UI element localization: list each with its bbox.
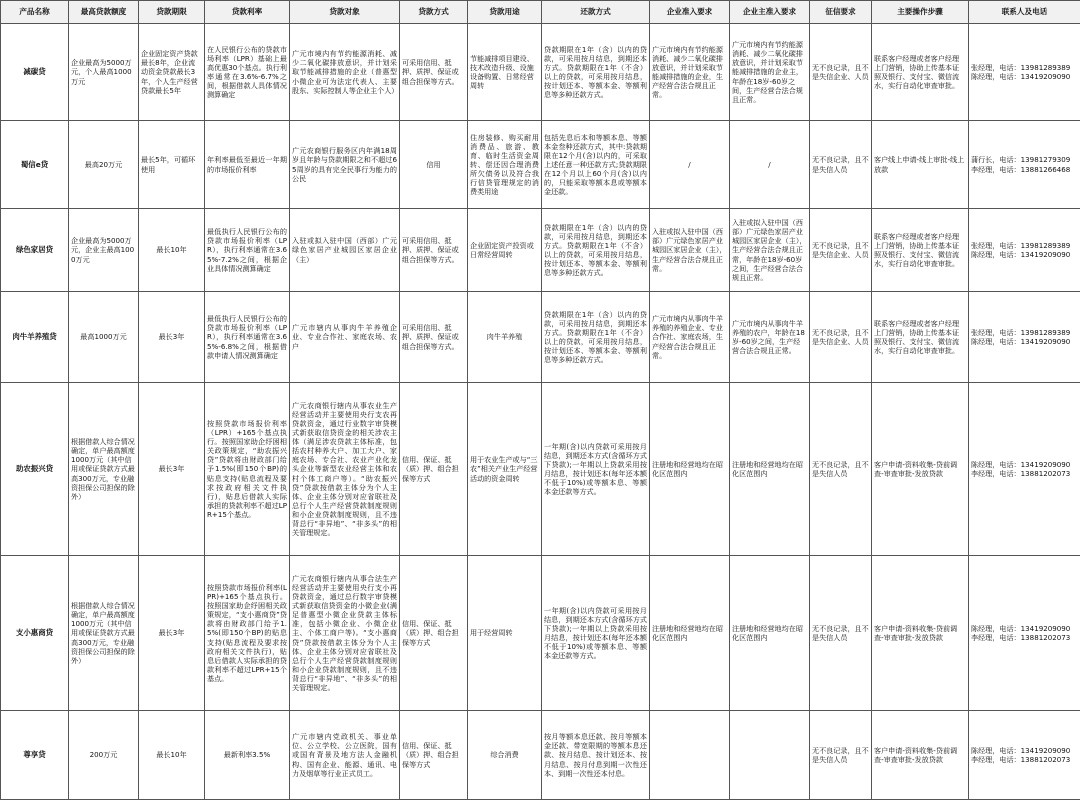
credit-requirement: 无不良记录，且不是失信人员 [810,121,872,209]
owner-requirement: 入驻或拟入驻中国（西部）广元绿色家居产业城园区家居企业（主），生产经营合法合规且正常，年龄在18岁-60岁之间，生产经营合法合规且正常。 [730,209,810,292]
repayment-method: 一年期(含)以内贷款可采用按月结息，到期还本方式(含循环方式下贷款);一年期以上贷款采用按月结息，按计划还本(每年还本额不低于10%)或等额本息、等额本金还款等方式。 [542,383,650,556]
loan-use: 综合消费 [468,711,542,800]
loan-term: 最长3年 [139,383,205,556]
repayment-method: 按月等额本息还款、按月等额本金还款、带宽限期的等额本息还款、按月结息、按计划还本、按月结息、按月付息到期一次性还本、到期一次性还本付息。 [542,711,650,800]
contact-info: 陈经理，电话：13419209090 李经理，电话：13881202073 [969,556,1080,711]
loan-target: 广元农商银行辖内从事农业生产经营活动并主要使用央行支农再贷款资金，通过行业数字审贷模式新获取信贷资金的相关涉农主体（满足涉农贷款主体标准，包括农村种养大户、加工大户、家庭农场、专合社、农业产业化龙头企业等新型农业经营主体和农村个体工商户等）。“助农振兴贷”贷款按借款主体分为个人主体、企业主体分别对应省联社及总行个人生产经营贷款制度规则和小企业贷款制度规则，且不违背总行“非异地”、“非多头”的相关管理规定。 [290,383,400,556]
loan-target: 广元农商银行服务区内年满18周岁且年龄与贷款期限之和不超过65周岁的具有完全民事行为能力的公民 [290,121,400,209]
product-name: 肉牛羊养殖贷 [1,292,69,383]
column-header: 联系人及电话 [969,1,1080,24]
max-loan-amount: 200万元 [69,711,139,800]
repayment-method: 贷款期限在1年（含）以内的贷款，可采用按月结息，到期还本方式。贷款期限在1年（不含）以上的贷款，可采用按月结息，按计划还本、等额本金、等额利息等多种还款方式。 [542,292,650,383]
enterprise-requirement: 注册地和经营地均在昭化区范围内 [650,556,730,711]
credit-requirement: 无不良记录，且不是失信企业、人员 [810,292,872,383]
table-row [1,711,1080,800]
loan-term: 最长3年 [139,556,205,711]
column-header: 贷款利率 [205,1,290,24]
enterprise-requirement: 广元市境内有节约能源消耗、减少二氧化碳排放意识，并计划采取节能减排措施的企业，生产经营合法合规且正常。 [650,24,730,121]
contact-info: 张经理，电话：13981289389 陈经理，电话：13419209090 [969,292,1080,383]
table-row [1,209,1080,292]
loan-rate: 最低执行人民银行公布的贷款市场报价利率（LPR），执行利率通常在3.65%-7.2%之间，根据企业具体情况测算确定 [205,209,290,292]
max-loan-amount: 根据借款人综合情况确定，单户最高额度1000万元（其中信用或保证贷款方式最高300万元，专业融资担保公司担保的除外） [69,383,139,556]
max-loan-amount: 最高1000万元 [69,292,139,383]
loan-term: 最长5年，可循环使用 [139,121,205,209]
column-header: 企业准入要求 [650,1,730,24]
column-header: 贷款对象 [290,1,400,24]
table-row [1,383,1080,556]
loan-method: 可采用信用、抵押、质押、保证或组合担保等方式。 [400,292,468,383]
table-header-row [1,1,1080,24]
loan-target: 广元市辖内从事肉牛羊养殖企业、专业合作社、家庭农场、农户 [290,292,400,383]
product-name: 助农振兴贷 [1,383,69,556]
operation-steps: 联系客户经理或者客户经理上门营销，协助上传基本证照及银行、支付宝、微信流水，实行自动化审查审批。 [872,24,969,121]
credit-requirement: 无不良记录，且不是失信人员 [810,711,872,800]
column-header: 最高贷款额度 [69,1,139,24]
contact-info: 蒲行长，电话：13981279309 李经理，电话：13881266468 [969,121,1080,209]
contact-info: 陈经理，电话：13419209090 李经理，电话：13881202073 [969,711,1080,800]
column-header: 贷款方式 [400,1,468,24]
loan-method: 信用 [400,121,468,209]
credit-requirement: 无不良记录，且不是失信人员 [810,556,872,711]
repayment-method: 包括先息后本和等额本息、等额本金叁种还款方式，其中:贷款期限在12个月(含)以内的，可采取上述任意一种还款方式;贷款期限在12个月以上60个月(含)以内的，只能采取等额本息或等额本金还款。 [542,121,650,209]
loan-use: 用于经营周转 [468,556,542,711]
owner-requirement: 注册地和经营地均在昭化区范围内 [730,556,810,711]
operation-steps: 客户申请-资料收集-贷前调查-审查审批-发放贷款 [872,556,969,711]
column-header: 产品名称 [1,1,69,24]
table-row [1,24,1080,121]
max-loan-amount: 最高20万元 [69,121,139,209]
loan-use: 企业固定资产投资或日常经营周转 [468,209,542,292]
enterprise-requirement [650,711,730,800]
column-header: 贷款用途 [468,1,542,24]
repayment-method: 贷款期限在1年（含）以内的贷款，可采用按月结息，到期还本方式。贷款期限在1年（不含）以上的贷款，可采用按月结息，按计划还本、等额本金、等额利息等多种还款方式。 [542,24,650,121]
credit-requirement: 无不良记录，且不是失信人员 [810,383,872,556]
loan-use: 肉牛羊养殖 [468,292,542,383]
loan-term: 企业固定资产贷款最长8年，企业流动资金贷款最长3年，个人生产经营贷款最长5年 [139,24,205,121]
loan-target: 广元农商银行辖内从事合法生产经营活动并主要使用央行支小再贷款资金，通过总行数字审贷模式新获取信贷资金的小微企业(满足普惠型小微企业贷款主体标准，包括小微企业、小微企业主、个体工商户等)。“支小惠商贷”贷款按借款主体分为个人主体、企业主体分别对应省联社及总行个人生产经营贷款制度规则和小企业贷款制度规则，且不违背总行“非异地”、“非多头”的相关管理规定。 [290,556,400,711]
owner-requirement: 广元市境内有节约能源消耗、减少二氧化碳排放意识，并计划采取节能减排措施的企业主，年龄在18岁-60岁之间，生产经营合法合规且正常。 [730,24,810,121]
loan-rate: 最新利率3.5% [205,711,290,800]
max-loan-amount: 企业最高为5000万元，个人最高1000万元 [69,24,139,121]
loan-rate: 按照贷款市场报价利率(LPR)+165个基点执行。按照国家助企纾困相关政策规定，“支小惠商贷”贷款将由财政部门给予1.5%(即150个BP)的贴息支持(贴息流程及要求按政府相关文件执行)，贴息后借款人实际承担的贷款利率不超过LPR+15个基点。 [205,556,290,711]
loan-use: 用于农业生产或与“三农”相关产业生产经营活动的资金周转 [468,383,542,556]
loan-method: 可采用信用、抵押、质押、保证或组合担保等方式。 [400,209,468,292]
column-header: 征信要求 [810,1,872,24]
loan-rate: 在人民银行公布的贷款市场利率（LPR）基础上最高优惠30个基点。执行利率通常在3.6%-6.7%之间，根据借款人具体情况测算确定 [205,24,290,121]
loan-rate: 年利率最低至最近一年期的市场报价利率 [205,121,290,209]
enterprise-requirement: 广元市境内从事肉牛羊养殖的养殖企业、专业合作社、家庭农场，生产经营合法合规且正常。 [650,292,730,383]
column-header: 贷款期限 [139,1,205,24]
operation-steps: 客户申请-资料收集-贷前调查-审查审批-发放贷款 [872,383,969,556]
product-name: 蜀信e贷 [1,121,69,209]
operation-steps: 客户线上申请-线上审批-线上放款 [872,121,969,209]
loan-rate: 最低执行人民银行公布的贷款市场报价利率（LPR），执行利率通常在3.65%-6.8%之间，根据借款申请人情况测算确定 [205,292,290,383]
loan-term: 最长3年 [139,292,205,383]
operation-steps: 联系客户经理或者客户经理上门营销，协助上传基本证照及银行、支付宝、微信流水，实行自动化审查审批。 [872,209,969,292]
column-header: 还款方式 [542,1,650,24]
loan-term: 最长10年 [139,711,205,800]
owner-requirement [730,711,810,800]
table-row [1,292,1080,383]
max-loan-amount: 根据借款人综合情况确定，单户最高额度1000万元（其中信用或保证贷款方式最高300万元，专业融资担保公司担保的除外） [69,556,139,711]
owner-requirement: 广元市境内从事肉牛羊养殖的农户，年龄在18岁-60岁之间，生产经营合法合规且正常。 [730,292,810,383]
contact-info: 陈经理，电话：13419209090 李经理，电话：13881202073 [969,383,1080,556]
enterprise-requirement: 入驻或拟入驻中国（西部）广元绿色家居产业城园区家居企业（主），生产经营合法合规且正常。 [650,209,730,292]
loan-method: 信用、保证、抵（质）押、组合担保等方式 [400,556,468,711]
loan-rate: 按照贷款市场报价利率（LPR）+165个基点执行。按照国家助企纾困相关政策规定，“助农振兴贷”贷款将由财政部门给予1.5%(即150个BP)的贴息支持(贴息流程及要求按政府相关文件执行)，贴息后借款人实际承担的贷款利率不超过LPR+15个基点。 [205,383,290,556]
enterprise-requirement: 注册地和经营地均在昭化区范围内 [650,383,730,556]
repayment-method: 一年期(含)以内贷款可采用按月结息，到期还本方式(含循环方式下贷款);一年期以上贷款采用按月结息，按计划还本(每年还本额不低于10%)或等额本息、等额本金还款等方式。 [542,556,650,711]
loan-method: 信用、保证、抵（质）押、组合担保等方式 [400,711,468,800]
loan-use: 节能减排项目建设、技术改造升级、设施设备购置、日常经营周转 [468,24,542,121]
loan-term: 最长10年 [139,209,205,292]
column-header: 企业主准入要求 [730,1,810,24]
contact-info: 张经理，电话：13981289389 陈经理，电话：13419209090 [969,209,1080,292]
loan-target: 广元市辖内党政机关、事业单位、公立学校、公立医院，国有或国有背景及地方法人金融机构、国有企业、能源、通讯、电力及烟草等行业正式员工。 [290,711,400,800]
contact-info: 张经理，电话：13981289389 陈经理，电话：13419209090 [969,24,1080,121]
loan-method: 可采用信用、抵押、质押、保证或组合担保等方式。 [400,24,468,121]
product-name: 减碳贷 [1,24,69,121]
loan-use: 住房装修、购买耐用消费品、旅游、教育、临时生活资金周转、偿还因合理消费所欠债务以及符合我行信贷管理规定的消费类用途 [468,121,542,209]
owner-requirement: / [730,121,810,209]
product-name: 尊享贷 [1,711,69,800]
enterprise-requirement: / [650,121,730,209]
product-name: 绿色家居贷 [1,209,69,292]
column-header: 主要操作步骤 [872,1,969,24]
loan-method: 信用、保证、抵（质）押、组合担保等方式 [400,383,468,556]
loan-target: 广元市境内有节约能源消耗、减少二氧化碳排放意识，并计划采取节能减排措施的企业（普惠型小微企业可为法定代表人、主要股东、实际控制人等企业主个人） [290,24,400,121]
table-row [1,556,1080,711]
operation-steps: 联系客户经理或者客户经理上门营销，协助上传基本证照及银行、支付宝、微信流水，实行自动化审查审批。 [872,292,969,383]
loan-target: 入驻或拟入驻中国（西部）广元绿色家居产业城园区家居企业（主） [290,209,400,292]
owner-requirement: 注册地和经营地均在昭化区范围内 [730,383,810,556]
product-name: 支小惠商贷 [1,556,69,711]
table-row [1,121,1080,209]
repayment-method: 贷款期限在1年（含）以内的贷款，可采用按月结息，到期还本方式。贷款期限在1年（不含）以上的贷款，可采用按月结息，按计划还本、等额本金、等额利息等多种还款方式。 [542,209,650,292]
max-loan-amount: 企业最高为5000万元，企业主最高1000万元 [69,209,139,292]
credit-requirement: 无不良记录，且不是失信企业、人员 [810,24,872,121]
operation-steps: 客户申请-资料收集-贷前调查-审查审批-发放贷款 [872,711,969,800]
credit-requirement: 无不良记录，且不是失信企业、人员 [810,209,872,292]
